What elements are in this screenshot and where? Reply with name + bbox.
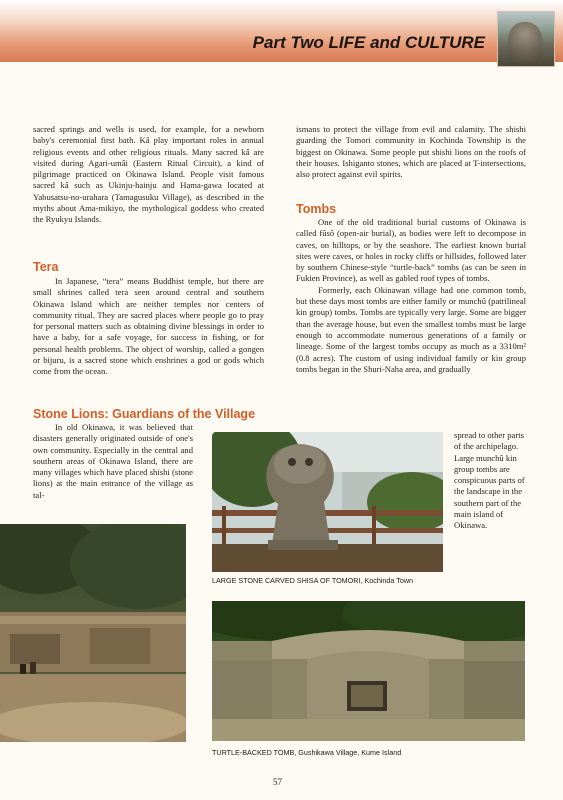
left-column [33,124,264,226]
tera-section [33,276,264,378]
page-header-title: Part Two LIFE and CULTURE [252,33,485,52]
shisa-caption: LARGE STONE CARVED SHISA OF TOMORI, Kochinda Town [212,576,414,585]
turtle-back-tomb-illustration [212,601,525,741]
stone-lions-paragraph: In old Okinawa, it was believed that disasters generally originated outside of one's own community. Especially in the central and southern areas of Okinawa Island, there are many villages which have placed shishi (stone lions) at the main entrance of the village as tal- [33,422,193,500]
stone-lions-continued: ismans to protect the village from evil and calamity. The shishi guarding the Tomori community in Kochinda Township is the biggest on Okinawa. Some people put shishi lions on the roofs of their houses. Ishiganto stones, which are placed at T-intersections, also protect against evil spirits. [296,124,526,180]
tombs-paragraph-2: Formerly, each Okinawan village had one common tomb, but these days most tombs are either family or munchû (patrilineal kin group) tombs. Tombs are typically very large. Some are bigger than the average house, but even the smallest tombs must be large enough to accommodate numerous generations of a family or lineage. Some of the largest tombs occupy as much as a 3310m² (0.8 acres). The custom of using individual family or kin group tombs began in the Shuri-Naha area, and gradually [296,284,526,374]
heading-stone-lions: Stone Lions: Guardians of the Village [33,407,256,421]
tera-paragraph: In Japanese, “tera” means Buddhist temple, but there are small shrines called tera seen around central and southern Okinawa Island which are neither temples nor centers of community ritual. They are sacred places where people go to pray for personal matters such as obtaining divine blessings in order to have a baby, for a safe voyage, for success in fishing, or for personal health problems. The object of worship, called a gongen or bijuru, is a sacred stone which enshrines a god or gods which come from the ocean. [33,276,264,377]
tombs-wrap-text [454,430,526,532]
tombs-paragraph-1: One of the old traditional burial customs of Okinawa is called fûsô (open-air burial), as bodies were left to decompose in caves, on hilltops, or by the seashore. The earliest known burial sites were caves, or holes in rocky cliffs or hillsides, followed later by southern Chinese-style “turtle-back” tombs (as can be seen in Fukien Province), as well as gabled roof types of tombs. [296,217,526,284]
stone-lion-illustration [212,432,443,572]
right-column [296,124,526,180]
shisa-silhouette-icon [508,22,542,62]
shisa-photo [212,432,443,572]
village-scene-illustration [0,524,186,742]
tomb-photo [212,601,525,741]
village-photo [0,524,186,742]
tombs-paragraph-2-wrap: spread to other parts of the archipelago. Large munchû kin group tombs are conspicuous parts of the landscape in the southern part of the main island of Okinawa. [454,430,525,531]
page-number: 57 [273,777,282,787]
intro-paragraph: sacred springs and wells is used, for example, for a newborn baby's ceremonial first bath. Kâ play important roles in annual religious events and other religious rituals. Many sacred kâ are visited during Agari-umâi (Eastern Ritual Circuit), a kind of pilgrimage practiced on Okinawa Island. People visit famous sacred kâ such as Ukinju-hainju and Hama-gawa located at Yabusatsu-no-urahara (Tamagusuku Village), as described in the myths about Ama-mikiyo, the mythological goddess who created the Ryukyu Islands. [33,124,264,225]
stone-lions-section [33,422,193,501]
shisa-thumbnail-photo [497,11,555,67]
tombs-section [296,217,526,375]
tomb-caption: TURTLE-BACKED TOMB, Gushikawa Village, Kume Island [212,748,402,757]
heading-tera: Tera [33,260,59,274]
heading-tombs: Tombs [296,202,337,216]
